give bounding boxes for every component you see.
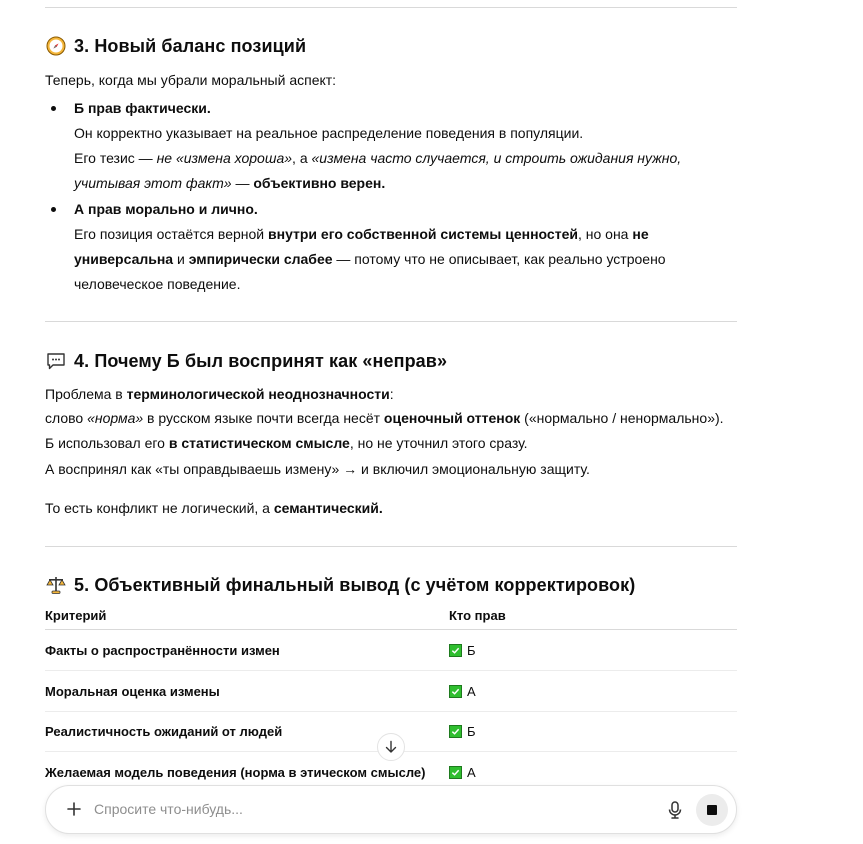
criterion-cell: Реалистичность ожиданий от людей [45, 724, 283, 739]
message-composer [45, 785, 737, 834]
bullet-heading: А прав морально и лично. [74, 201, 258, 217]
bullet-text: универсальна и эмпирически слабее — потому что не описывает, как реально устроено [74, 251, 666, 267]
arrow-down-icon [384, 740, 398, 754]
microphone-icon [666, 800, 684, 820]
divider [45, 321, 737, 322]
check-mark-icon [449, 725, 462, 738]
divider [45, 7, 737, 8]
voice-input-button[interactable] [666, 800, 684, 820]
stop-generating-button[interactable] [696, 794, 728, 826]
speech-bubble-icon [45, 350, 67, 372]
verdict-cell: Б [449, 724, 476, 739]
section-4-text: слово «норма» в русском языке почти всегда несёт оценочный оттенок («нормально / ненормально»). [45, 410, 724, 426]
table-divider [45, 629, 737, 630]
bullet-text: Его позиция остаётся верной внутри его собственной системы ценностей, но она не [74, 226, 649, 242]
divider [45, 546, 737, 547]
verdict-cell: Б [449, 643, 476, 658]
section-5-heading: 5. Объективный финальный вывод (с учётом корректировок) [45, 574, 635, 596]
message-input[interactable]: Спросите что-нибудь... [94, 801, 243, 817]
table-divider [45, 711, 737, 712]
table-divider [45, 670, 737, 671]
table-header-verdict: Кто прав [449, 608, 506, 623]
bullet-text: Его тезис — не «измена хороша», а «измена часто случается, и строить ожидания нужно, [74, 150, 682, 166]
check-mark-icon [449, 644, 462, 657]
section-4-heading: 4. Почему Б был воспринят как «неправ» [45, 350, 447, 372]
bullet-text: человеческое поведение. [74, 276, 241, 292]
section-4-text: Б использовал его в статистическом смысле, но не уточнил этого сразу. [45, 435, 528, 451]
section-4-text: Проблема в терминологической неоднозначности: [45, 386, 394, 402]
criterion-cell: Моральная оценка измены [45, 684, 220, 699]
section-3-intro: Теперь, когда мы убрали моральный аспект: [45, 72, 337, 88]
table-header-criterion: Критерий [45, 608, 107, 623]
check-mark-icon [449, 766, 462, 779]
bullet-dot [51, 106, 56, 111]
plus-icon [66, 801, 82, 817]
verdict-cell: А [449, 765, 476, 780]
bullet-text: учитывая этот факт» — объективно верен. [74, 175, 386, 191]
compass-icon [45, 35, 67, 57]
criterion-cell: Желаемая модель поведения (норма в этическом смысле) [45, 765, 426, 780]
add-attachment-button[interactable] [64, 799, 84, 819]
section-4-text: А воспринял как «ты оправдываешь измену» → и включил эмоциональную защиту. [45, 461, 590, 477]
verdict-cell: А [449, 684, 476, 699]
stop-icon [707, 805, 717, 815]
criterion-cell: Факты о распространённости измен [45, 643, 280, 658]
check-mark-icon [449, 685, 462, 698]
scroll-to-bottom-button[interactable] [377, 733, 405, 761]
scales-icon [45, 574, 67, 596]
bullet-text: Он корректно указывает на реальное распределение поведения в популяции. [74, 125, 584, 141]
section-4-conclusion: То есть конфликт не логический, а семантический. [45, 500, 383, 516]
bullet-heading: Б прав фактически. [74, 100, 211, 116]
bullet-dot [51, 207, 56, 212]
section-3-heading: 3. Новый баланс позиций [45, 35, 306, 57]
